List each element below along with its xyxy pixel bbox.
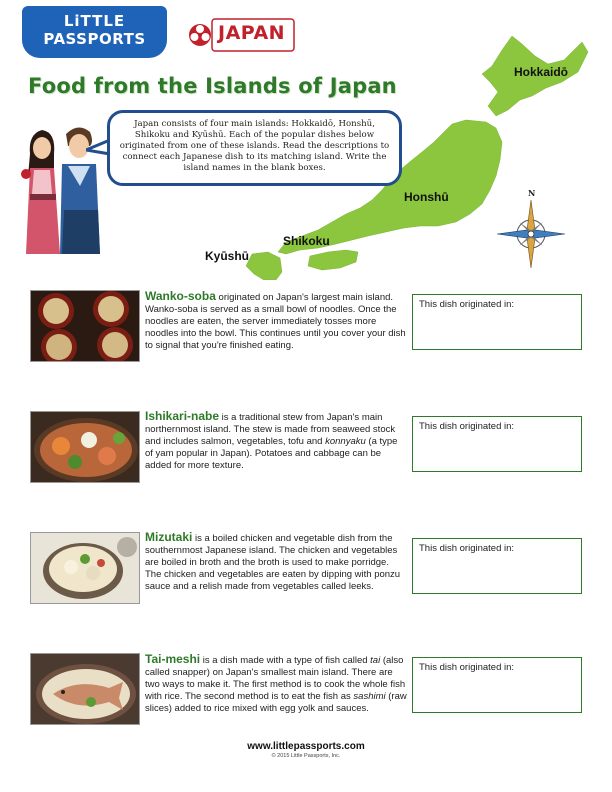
answer-label: This dish originated in: (419, 421, 515, 432)
tai-meshi-name: Tai-meshi (145, 652, 201, 666)
ishikari-nabe-text-2: (a type of yam popular in Japan). Potatoes and cabbage can be added for more texture. (145, 436, 398, 471)
compass-north-letter: N (528, 188, 536, 198)
kyushu-label: Kyūshū (205, 249, 250, 263)
island-answer-input[interactable] (417, 313, 577, 345)
footer-copyright: © 2015 Little Passports, Inc. (271, 753, 341, 759)
kyushu-island (246, 252, 282, 280)
compass-rose-icon (497, 188, 565, 268)
wanko-soba-text: originated on Japan's largest main island. Wanko-soba is served as a small bowl of noodles. Once the noodles are eaten, the server immediately tosses more noodles into the bowl. This continues until you cover your dish to signal that you're finished eating. (145, 292, 406, 351)
answer-label: This dish originated in: (419, 299, 515, 310)
island-answer-input[interactable] (417, 557, 577, 589)
tai-meshi-photo (30, 653, 140, 725)
little-passports-logo (22, 6, 167, 58)
stamp-text: JAPAN (218, 22, 286, 44)
answer-box-ishikari-nabe[interactable] (412, 416, 582, 472)
tai-meshi-text-1: is a dish made with a type of fish called (200, 655, 371, 666)
footer-url[interactable]: www.littlepassports.com (247, 741, 365, 752)
ishikari-nabe-photo (30, 411, 140, 483)
island-answer-input[interactable] (417, 676, 577, 708)
wanko-soba-description (145, 290, 407, 352)
tai-meshi-text-3: (raw slices) added to rice mixed with egg yolk and sauces. (145, 691, 407, 714)
intro-speech-bubble (107, 110, 402, 186)
girl-figure (21, 130, 60, 254)
page-title: Food from the Islands of Japan (28, 74, 397, 98)
ishikari-nabe-italic: konnyaku (325, 436, 366, 447)
answer-label: This dish originated in: (419, 662, 515, 673)
tai-meshi-description (145, 653, 407, 715)
tai-meshi-text-2: (also called snapper) on Japan's smallest main island. There are two ways to make it. The first method is to cook the whole fish with rice. The second method is to eat the fish as (145, 655, 406, 702)
island-answer-input[interactable] (417, 435, 577, 467)
mizutaki-description (145, 531, 407, 593)
shikoku-island (308, 250, 358, 270)
tai-meshi-italic-1: tai (370, 655, 381, 666)
answer-box-wanko-soba[interactable] (412, 294, 582, 350)
answer-label: This dish originated in: (419, 543, 515, 554)
answer-box-tai-meshi[interactable] (412, 657, 582, 713)
mizutaki-text: is a boiled chicken and vegetable dish from the southernmost Japanese island. The chicken and vegetables are boiled in broth and the broth is used to make porridge. The chicken and vegetables are eaten by dipping with ponzu sauce and a relish made from vegetables called leeks. (145, 533, 401, 592)
hokkaido-label: Hokkaidō (514, 65, 569, 79)
logo-line-1: LiTTLE (63, 12, 126, 30)
ishikari-nabe-description (145, 410, 407, 472)
intro-text: Japan consists of four main islands: Hokkaidō, Honshū, Shikoku and Kyūshū. Each of the popular dishes below originated from one of these islands. Read the descriptions to connect each Japanese dish to its matching island. Write the island names in the blank boxes. (119, 119, 390, 173)
mizutaki-photo (30, 532, 140, 604)
wanko-soba-photo (30, 290, 140, 362)
logo-line-2: PASSPORTS (43, 30, 146, 48)
ishikari-nabe-name: Ishikari-nabe (145, 409, 220, 423)
tai-meshi-italic-2: sashimi (353, 691, 386, 702)
answer-box-mizutaki[interactable] (412, 538, 582, 594)
shikoku-label: Shikoku (283, 234, 330, 248)
honshu-label: Honshū (404, 190, 449, 204)
ishikari-nabe-text-1: is a traditional stew from Japan's main northernmost island. The stew is made from seaweed stock and includes salmon, vegetables, tofu and (145, 412, 396, 447)
wanko-soba-name: Wanko-soba (145, 289, 216, 303)
mizutaki-name: Mizutaki (145, 530, 193, 544)
